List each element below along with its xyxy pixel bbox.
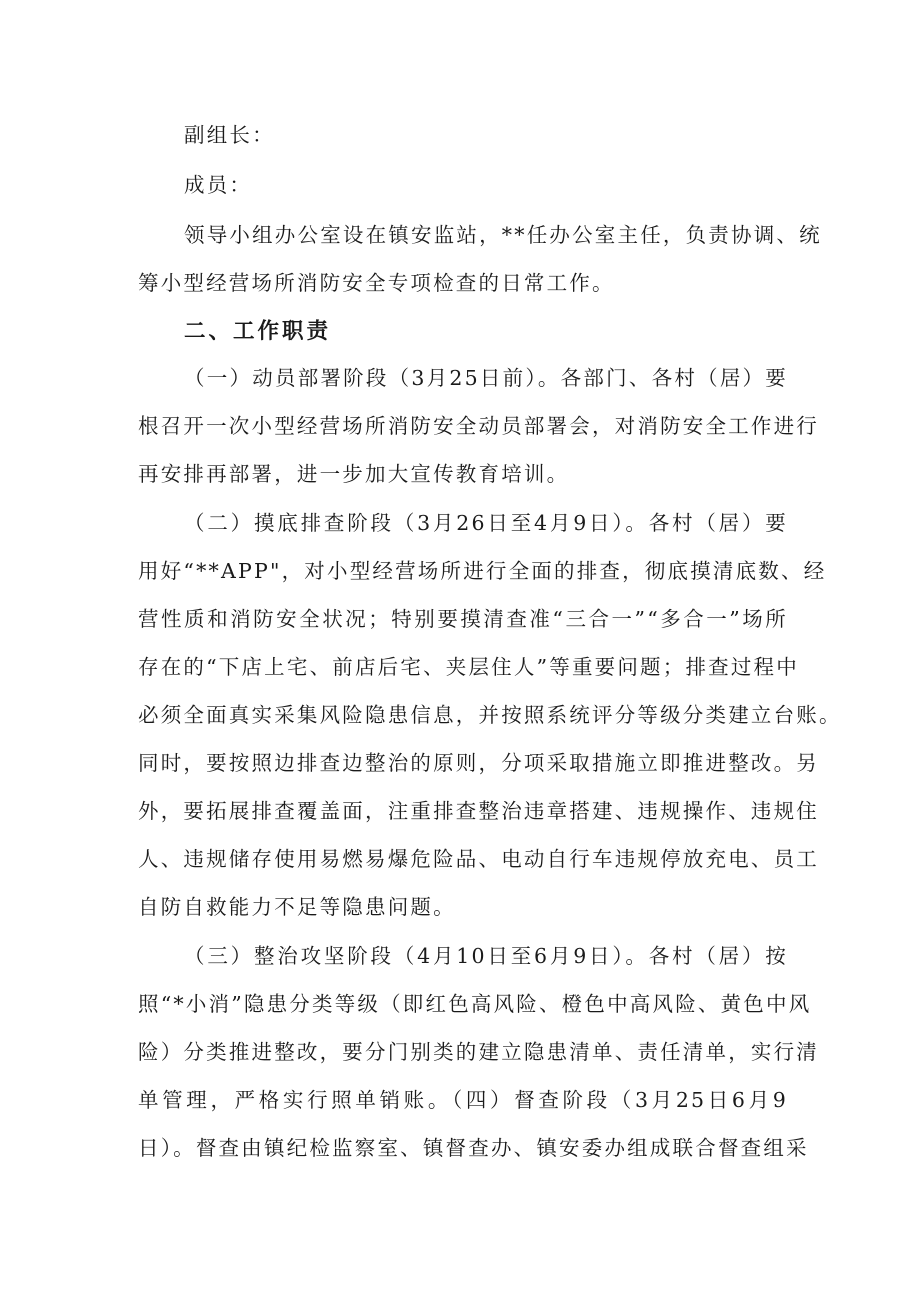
stage1-line-3: 再安排再部署，进一步加大宣传教育培训。 <box>138 462 570 486</box>
role-members: 成员： <box>184 173 253 197</box>
stage2-line-4: 存在的“下店上宅、前店后宅、夹层住人”等重要问题；排查过程中 <box>138 655 799 679</box>
stage2-line-7: 外，要拓展排查覆盖面，注重排查整治违章搭建、违规操作、违规住 <box>138 799 819 823</box>
office-paragraph-line-1: 领导小组办公室设在镇安监站，**任办公室主任，负责协调、统 <box>184 223 822 247</box>
stage1-line-2: 根召开一次小型经营场所消防安全动员部署会，对消防安全工作进行 <box>138 414 819 438</box>
stage2-line-2: 用好“**APP"，对小型经营场所进行全面的排查，彻底摸清底数、经 <box>138 559 827 583</box>
stage2-line-9: 自防自救能力不足等隐患问题。 <box>138 895 456 919</box>
stage3-line-1: （三）整治攻坚阶段（4月10日至6月9日）。各村（居）按 <box>184 944 788 968</box>
stage3-line-3: 险）分类推进整改，要分门别类的建立隐患清单、责任清单，实行清 <box>138 1040 819 1064</box>
stage3-line-5: 日）。督查由镇纪检监察室、镇督查办、镇安委办组成联合督查组采 <box>138 1136 809 1160</box>
stage3-line-2: 照“*小消”隐患分类等级（即红色高风险、橙色中高风险、黄色中风 <box>138 992 812 1016</box>
office-paragraph-line-2: 筹小型经营场所消防安全专项检查的日常工作。 <box>138 271 615 295</box>
stage2-line-6: 同时，要按照边排查边整治的原则，分项采取措施立即推进整改。另 <box>138 751 819 775</box>
stage1-line-1: （一）动员部署阶段（3月25日前）。各部门、各村（居）要 <box>184 366 788 390</box>
stage2-line-3: 营性质和消防安全状况；特别要摸清查准“三合一”“多合一”场所 <box>138 607 788 631</box>
section-heading: 二、工作职责 <box>184 319 332 344</box>
stage2-line-1: （二）摸底排查阶段（3月26日至4月9日）。各村（居）要 <box>184 511 788 535</box>
stage2-line-8: 人、违规储存使用易燃易爆危险品、电动自行车违规停放充电、员工 <box>138 847 819 871</box>
stage2-line-5: 必须全面真实采集风险隐患信息，并按照系统评分等级分类建立台账。 <box>138 703 842 727</box>
role-deputy-leader: 副组长： <box>184 123 275 147</box>
stage3-line-4: 单管理，严格实行照单销账。（四）督查阶段（3月25日6月9 <box>138 1088 788 1112</box>
